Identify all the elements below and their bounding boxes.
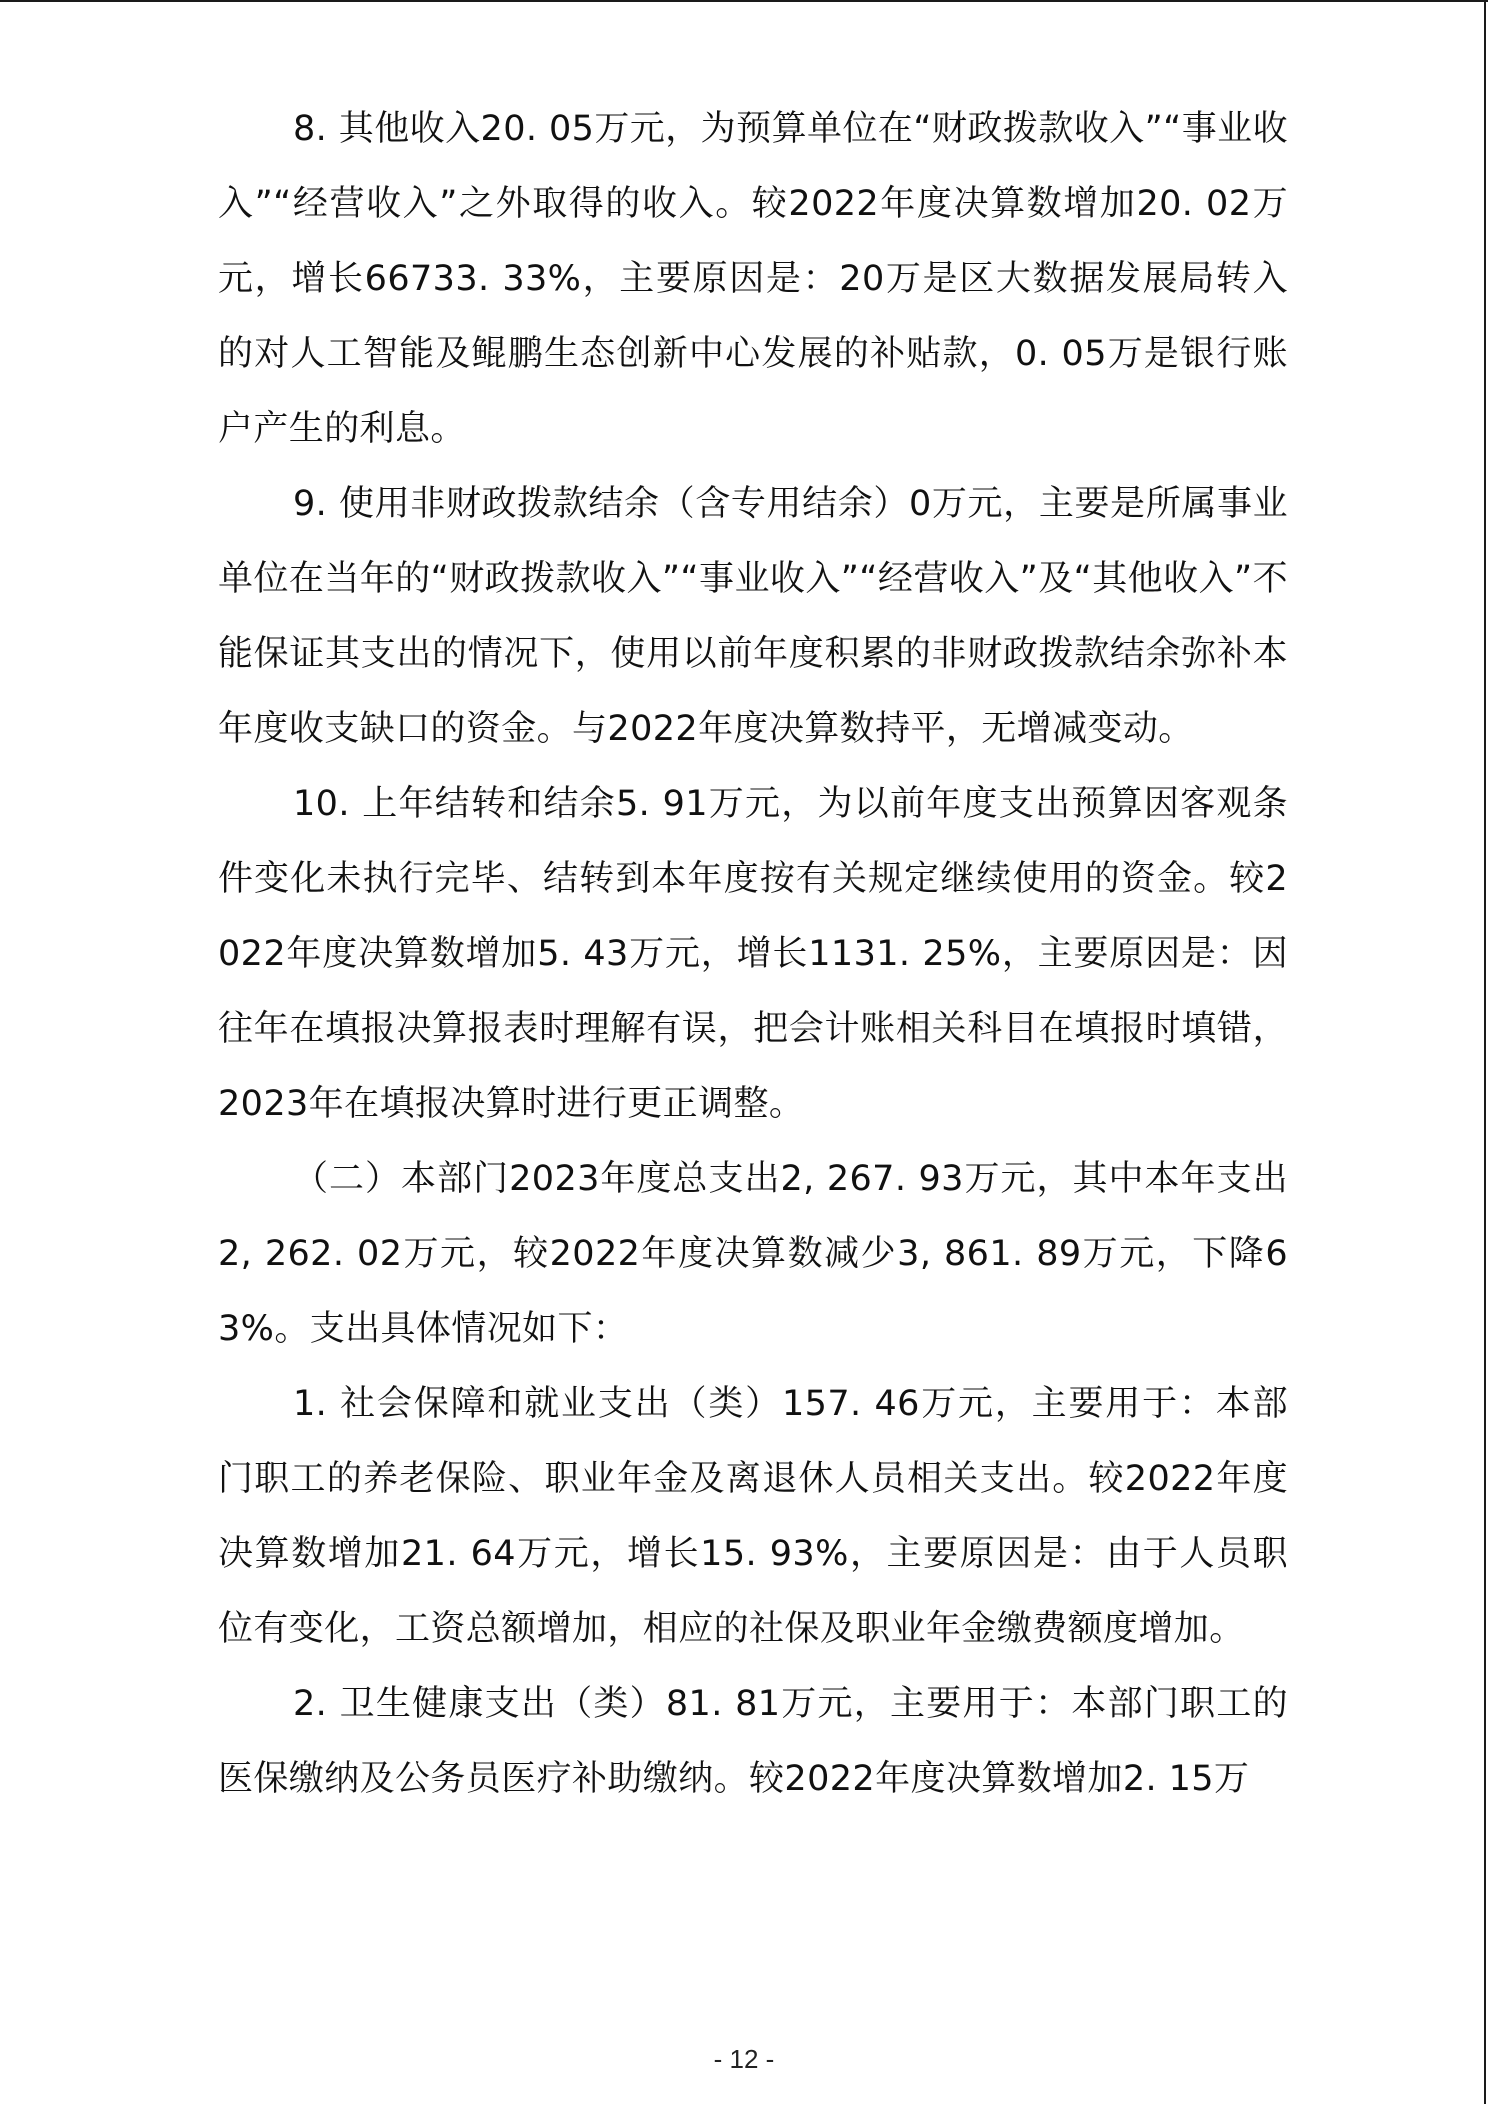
paragraph-total-expenditure: （二）本部门2023年度总支出2, 267. 93万元，其中本年支出2, 262. 02万元，较2022年度决算数减少3, 861. 89万元，下降63%。支出具体情况如下： xyxy=(218,1159,1288,1349)
paragraph-social-security-expenditure: 1. 社会保障和就业支出（类）157. 46万元，主要用于：本部门职工的养老保险、职业年金及离退休人员相关支出。较2022年度决算数增加21. 64万元，增长15. 93%，主要原因是：由于人员职位有变化，工资总额增加，相应的社保及职业年金缴费额度增加。 xyxy=(218,1384,1288,1649)
top-border-line xyxy=(0,0,1488,2)
page-number: - 12 - xyxy=(713,2044,775,2074)
right-border-line xyxy=(1484,0,1486,2104)
paragraph-non-fiscal-balance: 9. 使用非财政拨款结余（含专用结余）0万元，主要是所属事业单位在当年的“财政拨款收入”“事业收入”“经营收入”及“其他收入”不能保证其支出的情况下，使用以前年度积累的非财政拨款结余弥补本年度收支缺口的资金。与2022年度决算数持平，无增减变动。 xyxy=(218,484,1288,749)
paragraph-health-expenditure: 2. 卫生健康支出（类）81. 81万元，主要用于：本部门职工的医保缴纳及公务员医疗补助缴纳。较2022年度决算数增加2. 15万 xyxy=(218,1684,1288,1799)
document-body xyxy=(218,92,1288,1817)
paragraph-other-income: 8. 其他收入20. 05万元，为预算单位在“财政拨款收入”“事业收入”“经营收入”之外取得的收入。较2022年度决算数增加20. 02万元，增长66733. 33%，主要原因是：20万是区大数据发展局转入的对人工智能及鲲鹏生态创新中心发展的补贴款，0. 05万是银行账户产生的利息。 xyxy=(218,109,1288,449)
paragraph-prior-year-carryover: 10. 上年结转和结余5. 91万元，为以前年度支出预算因客观条件变化未执行完毕、结转到本年度按有关规定继续使用的资金。较2022年度决算数增加5. 43万元，增长1131. 25%，主要原因是：因往年在填报决算报表时理解有误，把会计账相关科目在填报时填错，2023年在填报决算时进行更正调整。 xyxy=(218,784,1288,1124)
